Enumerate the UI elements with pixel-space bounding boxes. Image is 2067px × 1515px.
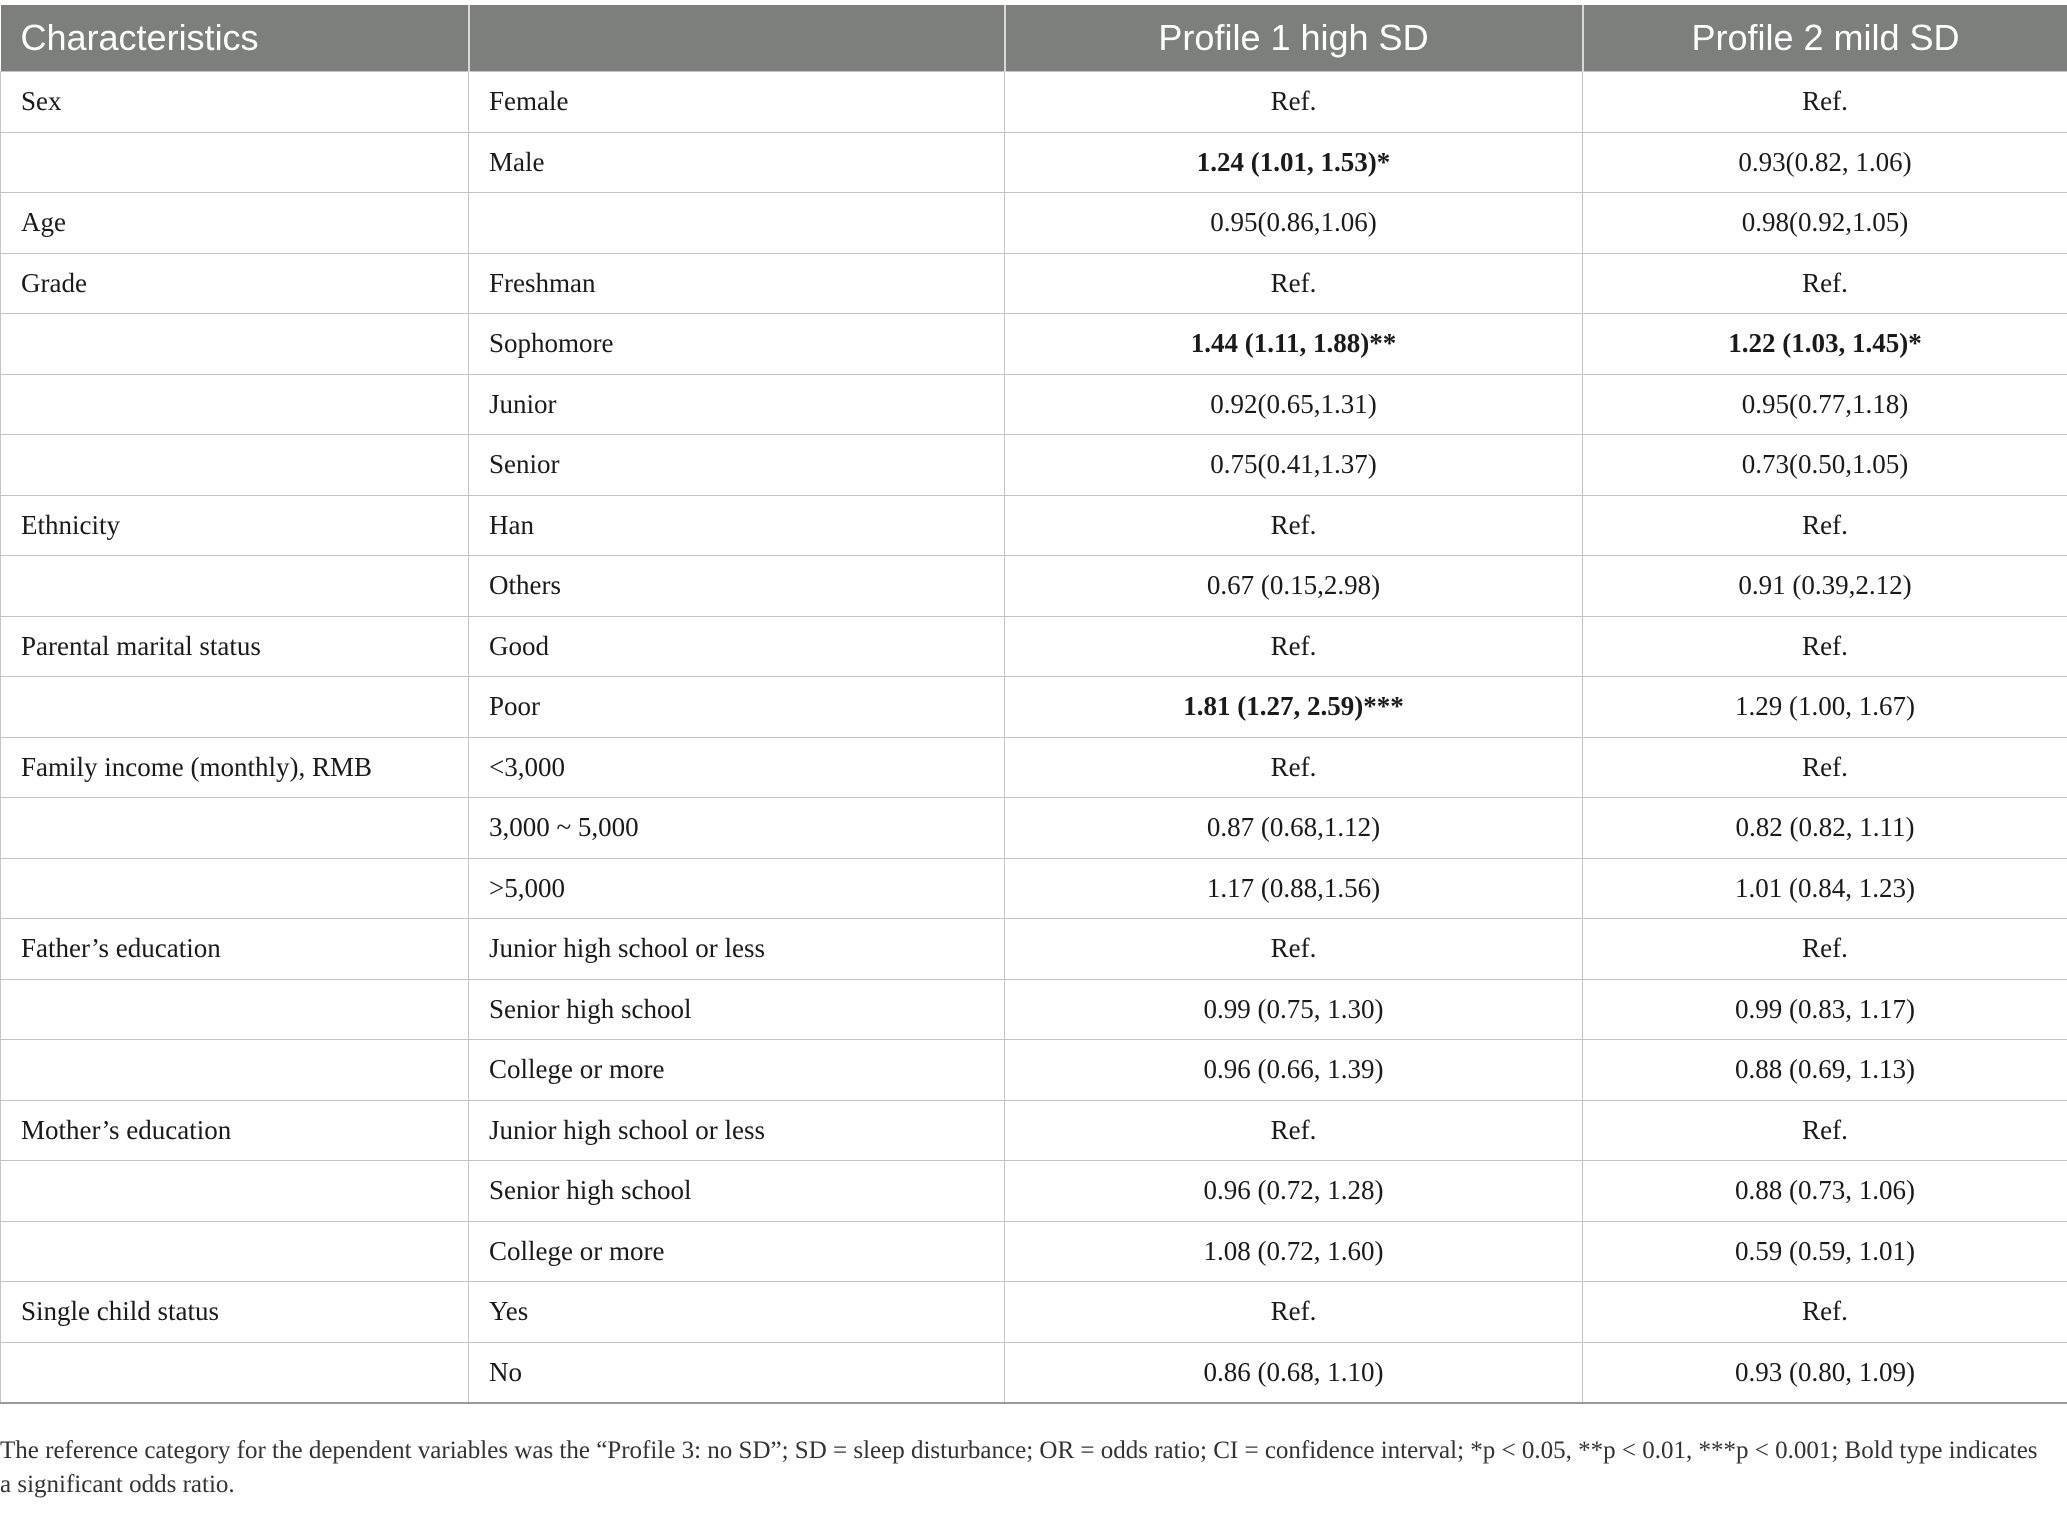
category-cell: Good xyxy=(469,616,1005,677)
profile-1-value-cell: Ref. xyxy=(1005,1100,1583,1161)
profile-2-value-cell: 0.59 (0.59, 1.01) xyxy=(1583,1221,2067,1282)
table-row xyxy=(1,132,2067,193)
profile-2-value-cell: 0.95(0.77,1.18) xyxy=(1583,374,2067,435)
profile-1-value-cell: 0.95(0.86,1.06) xyxy=(1005,193,1583,254)
characteristic-cell: Grade xyxy=(1,253,469,314)
profile-2-value-cell: Ref. xyxy=(1583,616,2067,677)
profile-2-value-cell: 0.93(0.82, 1.06) xyxy=(1583,132,2067,193)
header-profile-1: Profile 1 high SD xyxy=(1005,5,1583,72)
table-row xyxy=(1,1040,2067,1101)
table-row xyxy=(1,556,2067,617)
table-row xyxy=(1,435,2067,496)
profile-1-value-cell: 1.81 (1.27, 2.59)*** xyxy=(1005,677,1583,738)
header-profile-2: Profile 2 mild SD xyxy=(1583,5,2067,72)
profile-2-value-cell: 1.22 (1.03, 1.45)* xyxy=(1583,314,2067,375)
characteristic-cell: Sex xyxy=(1,72,469,133)
profile-1-value-cell: 1.08 (0.72, 1.60) xyxy=(1005,1221,1583,1282)
characteristic-cell xyxy=(1,677,469,738)
profile-2-value-cell: Ref. xyxy=(1583,1282,2067,1343)
results-table-container xyxy=(0,5,2067,1404)
table-header-row xyxy=(1,5,2067,72)
category-cell: Female xyxy=(469,72,1005,133)
profile-1-value-cell: 1.17 (0.88,1.56) xyxy=(1005,858,1583,919)
table-row xyxy=(1,1342,2067,1403)
profile-2-value-cell: Ref. xyxy=(1583,1100,2067,1161)
characteristic-cell xyxy=(1,314,469,375)
characteristic-cell: Age xyxy=(1,193,469,254)
profile-1-value-cell: Ref. xyxy=(1005,495,1583,556)
category-cell: College or more xyxy=(469,1040,1005,1101)
profile-2-value-cell: 0.91 (0.39,2.12) xyxy=(1583,556,2067,617)
characteristic-cell: Family income (monthly), RMB xyxy=(1,737,469,798)
profile-1-value-cell: Ref. xyxy=(1005,1282,1583,1343)
header-category xyxy=(469,5,1005,72)
category-cell: >5,000 xyxy=(469,858,1005,919)
table-row xyxy=(1,193,2067,254)
profile-1-value-cell: 0.75(0.41,1.37) xyxy=(1005,435,1583,496)
category-cell: Sophomore xyxy=(469,314,1005,375)
profile-2-value-cell: 1.01 (0.84, 1.23) xyxy=(1583,858,2067,919)
profile-1-value-cell: Ref. xyxy=(1005,253,1583,314)
category-cell: Senior xyxy=(469,435,1005,496)
profile-1-value-cell: Ref. xyxy=(1005,737,1583,798)
profile-1-value-cell: 0.87 (0.68,1.12) xyxy=(1005,798,1583,859)
table-footnote: The reference category for the dependent variables was the “Profile 3: no SD”; SD = sleep disturbance; OR = odds ratio; CI = confidence interval; *p < 0.05, **p < 0.01, ***p < 0.001; Bold type indicates a significant odds ratio. xyxy=(0,1437,2038,1498)
category-cell: Male xyxy=(469,132,1005,193)
profile-1-value-cell: 0.99 (0.75, 1.30) xyxy=(1005,979,1583,1040)
profile-2-value-cell: 0.88 (0.73, 1.06) xyxy=(1583,1161,2067,1222)
table-row xyxy=(1,858,2067,919)
category-cell: 3,000 ~ 5,000 xyxy=(469,798,1005,859)
profile-2-value-cell: 1.29 (1.00, 1.67) xyxy=(1583,677,2067,738)
table-row xyxy=(1,798,2067,859)
category-cell: No xyxy=(469,1342,1005,1403)
table-row xyxy=(1,253,2067,314)
characteristic-cell xyxy=(1,556,469,617)
profile-2-value-cell: Ref. xyxy=(1583,495,2067,556)
category-cell: Han xyxy=(469,495,1005,556)
profile-2-value-cell: 0.88 (0.69, 1.13) xyxy=(1583,1040,2067,1101)
category-cell: Yes xyxy=(469,1282,1005,1343)
characteristic-cell xyxy=(1,979,469,1040)
category-cell: College or more xyxy=(469,1221,1005,1282)
category-cell xyxy=(469,193,1005,254)
characteristic-cell xyxy=(1,435,469,496)
category-cell: <3,000 xyxy=(469,737,1005,798)
table-row xyxy=(1,1221,2067,1282)
category-cell: Poor xyxy=(469,677,1005,738)
odds-ratio-table xyxy=(0,5,2067,1404)
table-row xyxy=(1,919,2067,980)
table-row xyxy=(1,1282,2067,1343)
category-cell: Freshman xyxy=(469,253,1005,314)
category-cell: Senior high school xyxy=(469,979,1005,1040)
category-cell: Junior high school or less xyxy=(469,1100,1005,1161)
table-row xyxy=(1,72,2067,133)
profile-2-value-cell: 0.73(0.50,1.05) xyxy=(1583,435,2067,496)
profile-1-value-cell: 0.86 (0.68, 1.10) xyxy=(1005,1342,1583,1403)
characteristic-cell: Parental marital status xyxy=(1,616,469,677)
profile-2-value-cell: 0.82 (0.82, 1.11) xyxy=(1583,798,2067,859)
table-row xyxy=(1,979,2067,1040)
profile-2-value-cell: 0.98(0.92,1.05) xyxy=(1583,193,2067,254)
profile-1-value-cell: 0.96 (0.66, 1.39) xyxy=(1005,1040,1583,1101)
table-row xyxy=(1,1161,2067,1222)
profile-1-value-cell: Ref. xyxy=(1005,919,1583,980)
table-row xyxy=(1,616,2067,677)
profile-2-value-cell: 0.99 (0.83, 1.17) xyxy=(1583,979,2067,1040)
characteristic-cell: Single child status xyxy=(1,1282,469,1343)
profile-1-value-cell: 0.67 (0.15,2.98) xyxy=(1005,556,1583,617)
table-row xyxy=(1,374,2067,435)
profile-2-value-cell: Ref. xyxy=(1583,919,2067,980)
table-row xyxy=(1,314,2067,375)
category-cell: Others xyxy=(469,556,1005,617)
characteristic-cell: Father’s education xyxy=(1,919,469,980)
category-cell: Junior xyxy=(469,374,1005,435)
profile-2-value-cell: Ref. xyxy=(1583,737,2067,798)
characteristic-cell xyxy=(1,1342,469,1403)
table-row xyxy=(1,737,2067,798)
characteristic-cell xyxy=(1,1221,469,1282)
characteristic-cell xyxy=(1,1161,469,1222)
profile-1-value-cell: 1.44 (1.11, 1.88)** xyxy=(1005,314,1583,375)
profile-2-value-cell: 0.93 (0.80, 1.09) xyxy=(1583,1342,2067,1403)
table-body xyxy=(1,72,2067,1404)
profile-1-value-cell: 1.24 (1.01, 1.53)* xyxy=(1005,132,1583,193)
table-row xyxy=(1,495,2067,556)
category-cell: Junior high school or less xyxy=(469,919,1005,980)
profile-1-value-cell: Ref. xyxy=(1005,72,1583,133)
profile-1-value-cell: Ref. xyxy=(1005,616,1583,677)
characteristic-cell xyxy=(1,1040,469,1101)
characteristic-cell: Ethnicity xyxy=(1,495,469,556)
characteristic-cell xyxy=(1,374,469,435)
characteristic-cell: Mother’s education xyxy=(1,1100,469,1161)
category-cell: Senior high school xyxy=(469,1161,1005,1222)
characteristic-cell xyxy=(1,858,469,919)
profile-2-value-cell: Ref. xyxy=(1583,72,2067,133)
header-characteristics: Characteristics xyxy=(1,5,469,72)
table-row xyxy=(1,1100,2067,1161)
table-row xyxy=(1,677,2067,738)
characteristic-cell xyxy=(1,798,469,859)
profile-1-value-cell: 0.96 (0.72, 1.28) xyxy=(1005,1161,1583,1222)
characteristic-cell xyxy=(1,132,469,193)
profile-2-value-cell: Ref. xyxy=(1583,253,2067,314)
profile-1-value-cell: 0.92(0.65,1.31) xyxy=(1005,374,1583,435)
